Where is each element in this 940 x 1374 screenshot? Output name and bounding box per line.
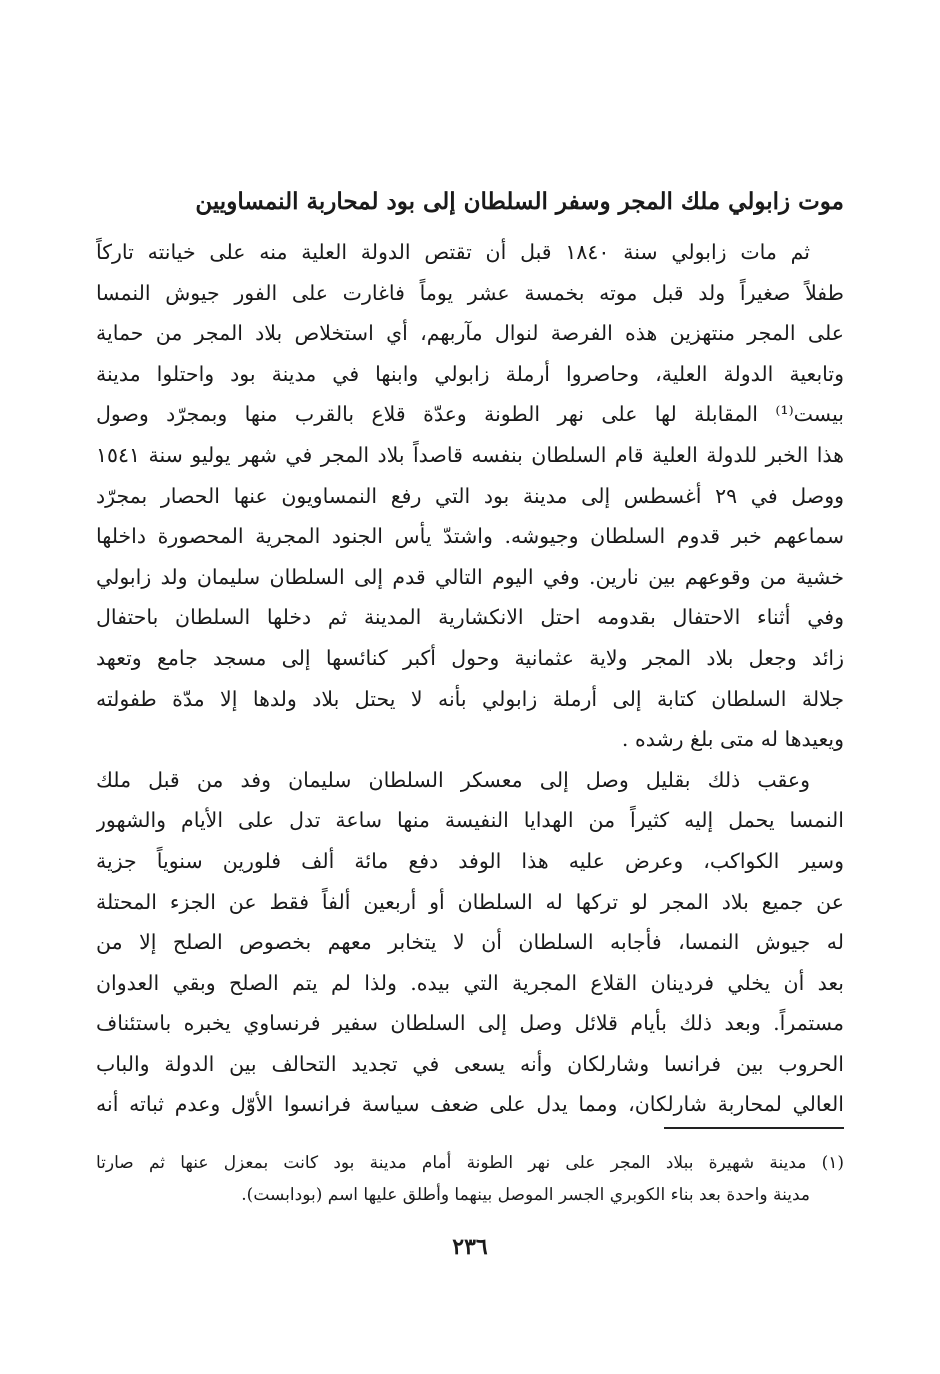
body-line: بيست⁽¹⁾ المقابلة لها على نهر الطونة وعدّة قلاع بالقرب منها وبمجرّد وصول: [96, 402, 844, 427]
body-line: ثم مات زابولي سنة ١٨٤٠ قبل أن تقتص الدولة العلية منه على خيانته تاركاً: [96, 240, 810, 264]
body-line: ويعيدها له متى بلغ رشده .: [621, 727, 844, 752]
body-line: جلالة السلطان كتابة إلى أرملة زابولي بأنه لا يحتل بلاد ولدها إلا مدّة طفولته: [96, 686, 844, 711]
footnote-line: (١) مدينة شهيرة ببلاد المجر على نهر الطونة أمام مدينة بود كانت بمعزل عنها ثم صارتا: [96, 1153, 844, 1173]
body-line: هذا الخبر للدولة العلية قام السلطان بنفسه قاصداً بلاد المجر في شهر يوليو سنة ١٥٤١: [96, 442, 844, 467]
body-line: له جيوش النمسا، فأجابه السلطان أن لا يتخابر معهم بخصوص الصلح إلا من: [96, 930, 844, 955]
body-line: بعد أن يخلي فردينان القلاع المجرية التي بيده. ولذا لم يتم الصلح وبقي العدوان: [96, 970, 844, 995]
body-line: خشية من وقوعهم بين نارين. وفي اليوم التالي قدم إلى السلطان سليمان ولد زابولي: [96, 564, 844, 589]
body-line: وسير الكواكب، وعرض عليه هذا الوفد دفع مائة ألف فلورين سنوياً جزية: [96, 848, 844, 873]
footnote-divider: [664, 1127, 844, 1129]
body-line: وفي أثناء الاحتفال بقدومه احتل الانكشارية المدينة ثم دخلها السلطان باحتفال: [96, 605, 844, 630]
footnotes: [96, 1147, 844, 1211]
footnote-line: مدينة واحدة بعد بناء الكوبري الجسر الموصل بينهما وأطلق عليها اسم (بودابست).: [241, 1185, 810, 1205]
body-line: وتابعية الدولة العلية، وحاصروا أرملة زابولي وابنها في مدينة بود واحتلوا مدينة: [96, 361, 844, 386]
body-line: العالي لمحاربة شارلكان، ومما يدل على ضعف سياسة فرانسوا الأوّل وعدم ثباته أنه: [96, 1092, 844, 1117]
body-line: طفلاً صغيراً ولد قبل موته بخمسة عشر يوماً فاغارت على الفور جيوش النمسا: [96, 280, 844, 305]
body-line: النمسا يحمل إليه كثيراً من الهدايا النفيسة منها ساعة تدل على الأيام والشهور: [96, 808, 844, 833]
book-page: [96, 0, 844, 1374]
body-line: مستمراً. وبعد ذلك بأيام قلائل وصل إلى السلطان سفير فرنساوي يخبره باستئناف: [96, 1011, 844, 1036]
body-line: على المجر منتهزين هذه الفرصة لنوال مآربهم، أي استخلاص بلاد المجر من حماية: [96, 321, 844, 346]
body-text: [96, 232, 844, 1125]
body-line: عن جميع بلاد المجر لو تركها له السلطان أو أربعين ألفاً فقط عن الجزء المحتلة: [96, 889, 844, 914]
page-number: ٢٣٦: [452, 1234, 488, 1260]
body-line: زائد وجعل بلاد المجر ولاية عثمانية وحول أكبر كنائسها إلى مسجد جامع وتعهد: [96, 645, 844, 670]
body-line: سماعهم خبر قدوم السلطان وجيوشه. واشتدّ يأس الجنود المجرية المحصورة داخلها: [96, 524, 844, 549]
section-heading: موت زابولي ملك المجر وسفر السلطان إلى بود لمحاربة النمساويين: [195, 188, 844, 215]
body-line: وعقب ذلك بقليل وصل إلى معسكر السلطان سليمان وفد من قبل ملك: [96, 767, 810, 792]
body-line: ووصل في ٢٩ أغسطس إلى مدينة بود التي رفع النمساويون عنها الحصار بمجرّد: [96, 483, 844, 508]
body-line: الحروب بين فرانسا وشارلكان وأنه يسعى في تجديد التحالف بين الدولة والباب: [96, 1051, 844, 1076]
